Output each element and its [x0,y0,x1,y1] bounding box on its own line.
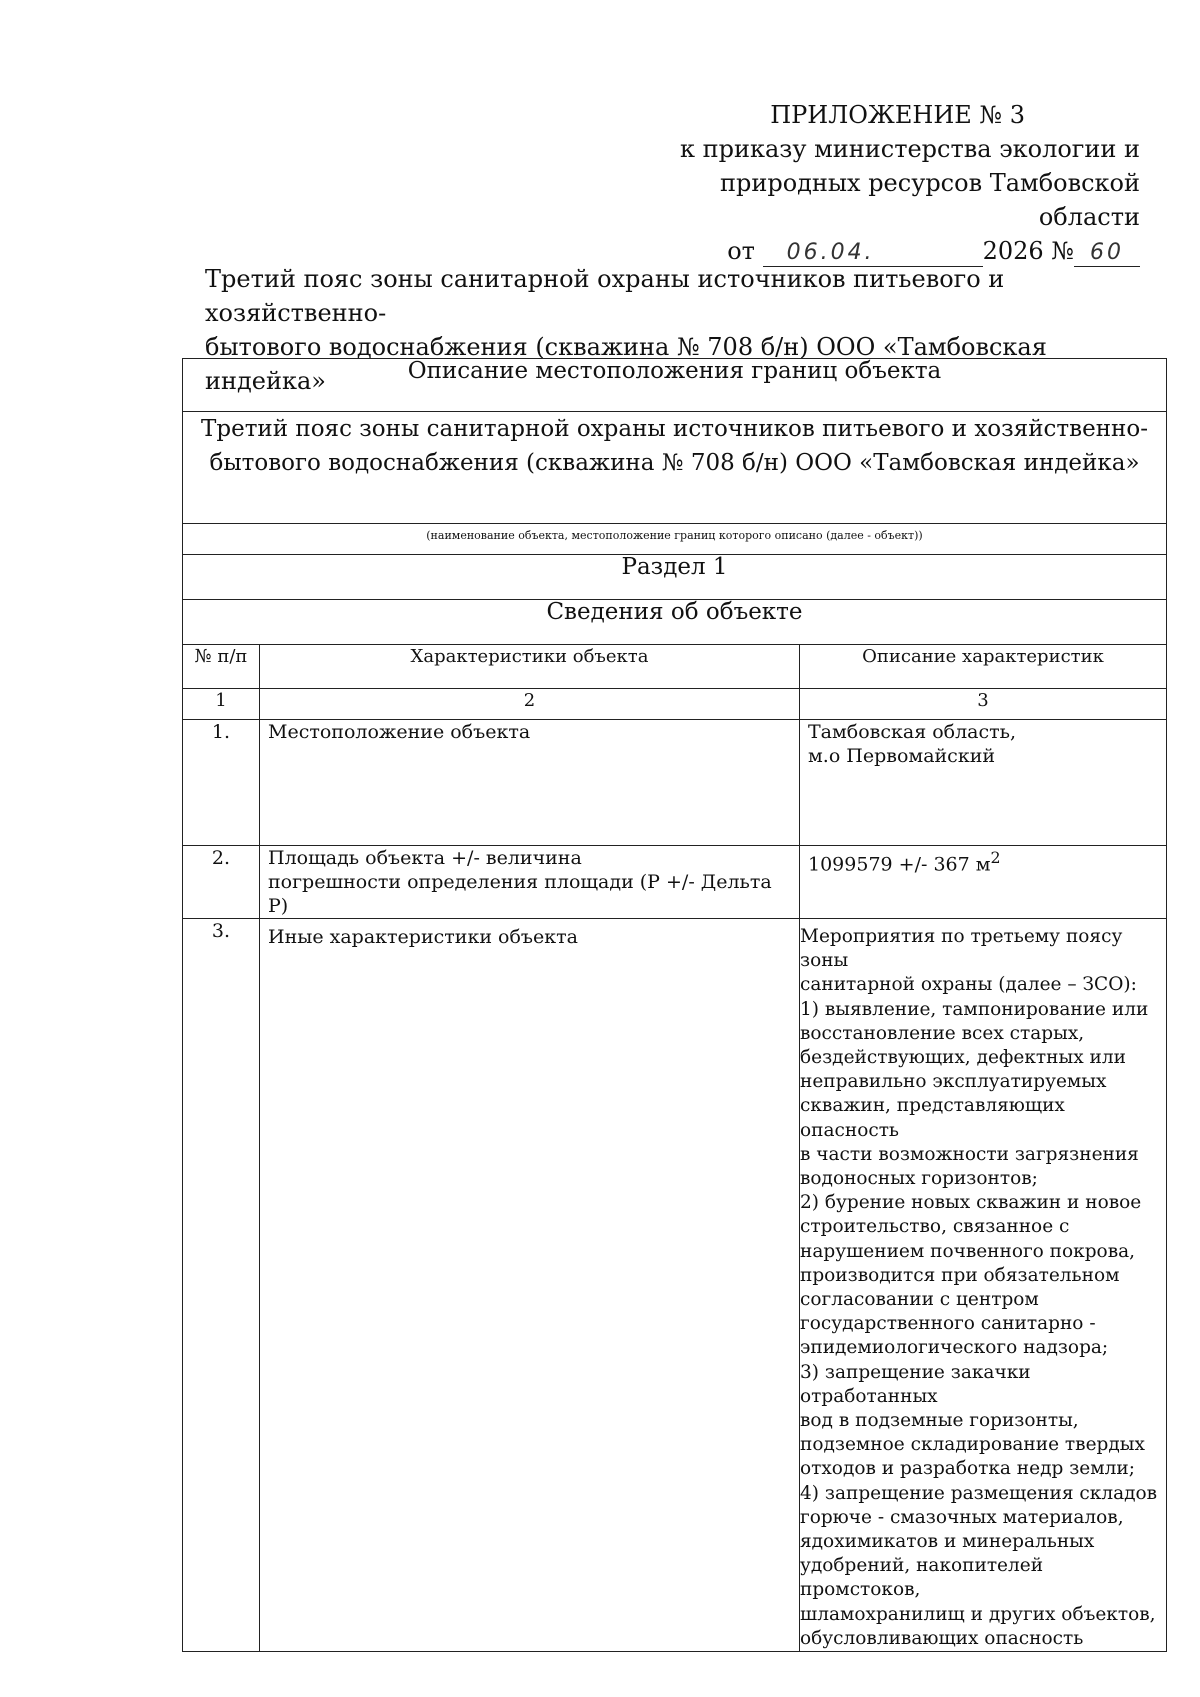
row-description-line2: м.о Первомайский [808,745,996,767]
object-name [183,412,1167,524]
area-value: 1099579 +/- 367 м [808,853,991,876]
row-description-line1: Тамбовская область, [808,721,1017,743]
row-number: 3. [183,919,260,1652]
column-number-3: 3 [800,689,1167,720]
row-description [800,720,1167,846]
row-description [800,846,1167,919]
date-prefix: от [727,237,755,265]
table-heading: Описание местоположения границ объекта [183,359,1167,412]
document-title-line2: бытового водоснабжения (скважина № 708 б/н) ООО «Тамбовская индейка» [205,333,1047,395]
table-row [183,720,1167,846]
handwritten-order-number: 60 [1074,240,1140,267]
row-description: Мероприятия по третьему поясу зоны санитарной охраны (далее – ЗСО): 1) выявление, тампонирование или восстановление всех старых, бездействующих, дефектных или неправильно эксплуатируемых скважин, представляющих опасность в части возможности загрязнения водоносных горизонтов; 2) бурение новых скважин и новое строительство, связанное с нарушением почвенного покрова, производится при обязательном согласовании с центром государственного санитарно - эпидемиологического надзора; 3) запрещение закачки отработанных вод в подземные горизонты, подземное складирование твердых отходов и разработка недр земли; 4) запрещение размещения складов горюче - смазочных материалов, ядохимикатов и минеральных удобрений, накопителей промстоков, шламохранилищ и других объектов, обусловливающих опасность [800,919,1167,1652]
area-unit-exponent: 2 [990,848,1001,867]
section-row [183,555,1167,600]
row-characteristic-line2: погрешности определения площади (Р +/- Дельта Р) [268,871,772,917]
column-header-characteristic: Характеристики объекта [260,645,800,689]
handwritten-date: 06.04. [763,240,983,267]
appendix-ministry-line: природных ресурсов Тамбовской области [719,169,1140,231]
row-characteristic: Иные характеристики объекта [260,919,800,1652]
document-title-line1: Третий пояс зоны санитарной охраны источников питьевого и хозяйственно- [205,265,1005,327]
column-number-1: 1 [183,689,260,720]
section-title: Сведения об объекте [183,600,1167,645]
appendix-header [620,98,1140,268]
object-note-row [183,524,1167,555]
table-heading-row [183,359,1167,412]
table-row [183,919,1167,1652]
object-name-line1: Третий пояс зоны санитарной охраны источников питьевого и хозяйственно- [201,416,1148,442]
row-number: 2. [183,846,260,919]
column-header-row [183,645,1167,689]
column-number-2: 2 [260,689,800,720]
column-header-description: Описание характеристик [800,645,1167,689]
appendix-order-line: к приказу министерства экологии и [679,135,1140,163]
row-characteristic: Местоположение объекта [260,720,800,846]
object-name-line2: бытового водоснабжения (скважина № 708 б/н) ООО «Тамбовская индейка» [209,450,1140,476]
appendix-number: ПРИЛОЖЕНИЕ № 3 [770,101,1025,129]
column-header-num: № п/п [183,645,260,689]
order-year: 2026 № [982,237,1074,265]
object-name-row [183,412,1167,524]
object-note: (наименование объекта, местоположение границ которого описано (далее - объект)) [183,524,1167,555]
row-characteristic [260,846,800,919]
column-number-row [183,689,1167,720]
section-label: Раздел 1 [183,555,1167,600]
section-title-row [183,600,1167,645]
object-description-table [182,358,1167,1652]
table-row [183,846,1167,919]
row-characteristic-line1: Площадь объекта +/- величина [268,847,582,869]
row-number: 1. [183,720,260,846]
